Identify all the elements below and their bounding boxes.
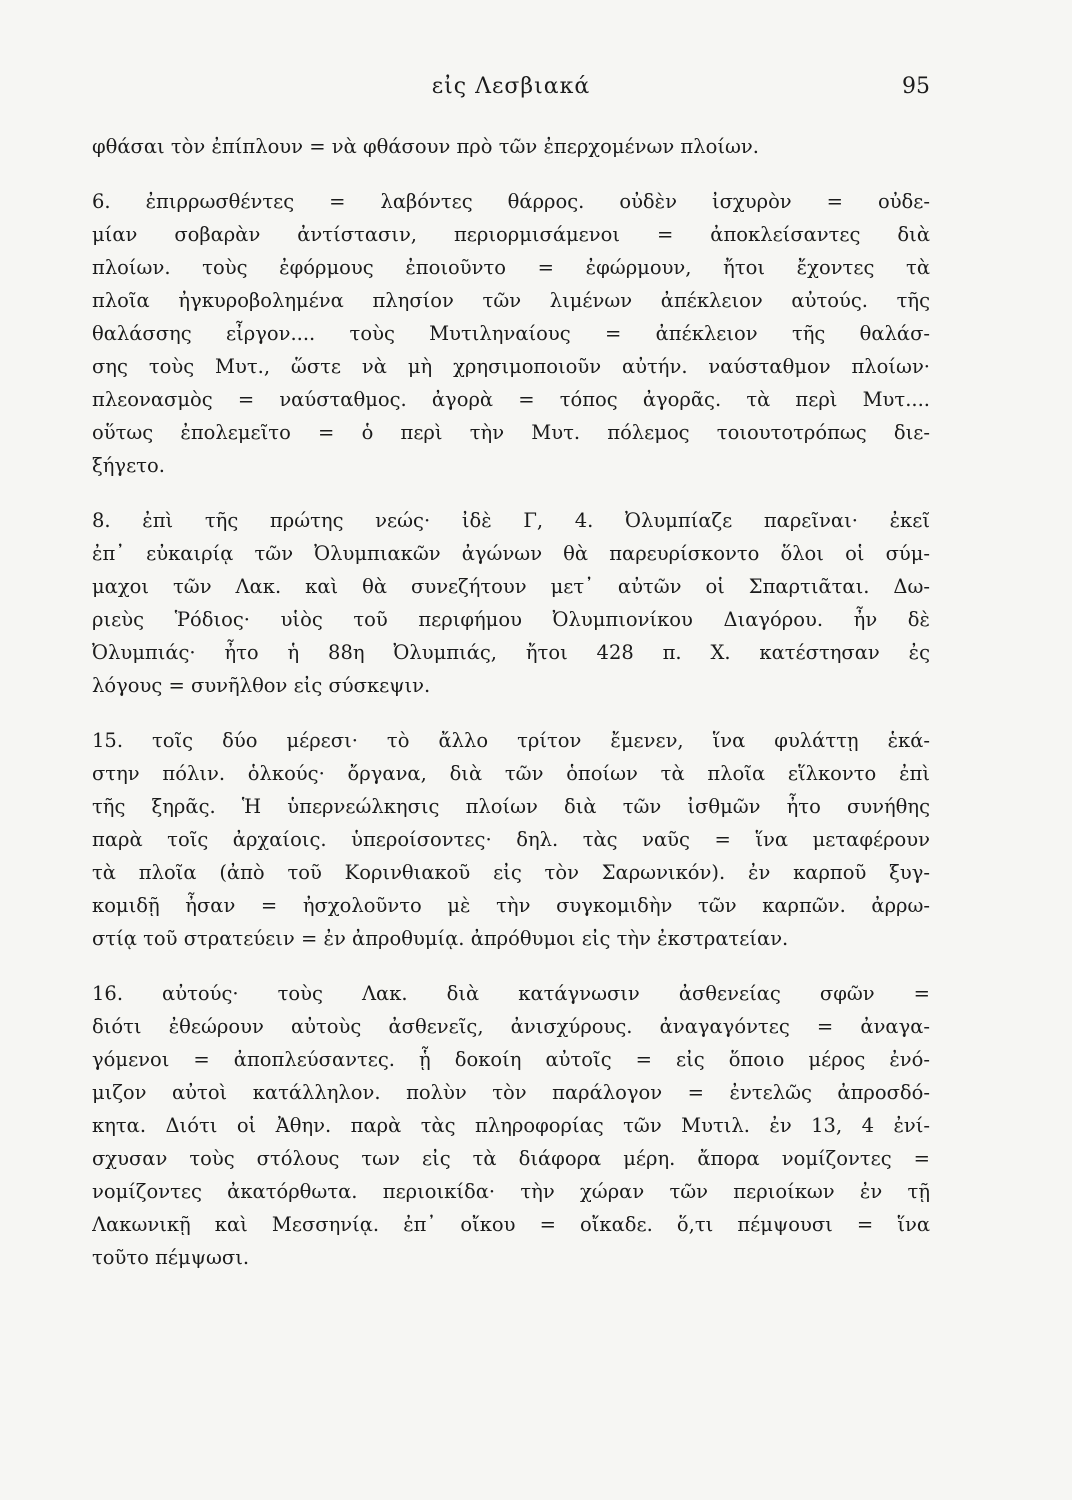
text-line: Λακωνικῇ καὶ Μεσσηνίᾳ. ἐπ᾿ οἴκου = οἴκαδε. ὅ,τι πέμψουσι = ἵνα xyxy=(92,1213,930,1236)
text-line: θαλάσσης εἶργον.... τοὺς Μυτιληναίους = ἀπέκλειον τῆς θαλάσ- xyxy=(92,322,930,345)
text-line: τὰ πλοῖα (ἀπὸ τοῦ Κορινθιακοῦ εἰς τὸν Σαρωνικόν). ἐν καρποῦ ξυγ- xyxy=(92,861,930,884)
text-line: σης τοὺς Μυτ., ὥστε νὰ μὴ χρησιμοποιοῦν αὐτήν. ναύσταθμον πλοίων· xyxy=(92,355,930,378)
text-line: στίᾳ τοῦ στρατεύειν = ἐν ἀπροθυμίᾳ. ἀπρόθυμοι εἰς τὴν ἐκστρατείαν. xyxy=(92,927,789,950)
text-line: ριεὺς Ῥόδιος· υἱὸς τοῦ περιφήμου Ὀλυμπιονίκου Διαγόρου. ἦν δὲ xyxy=(92,608,930,631)
text-line: ξήγετο. xyxy=(92,454,165,477)
commentary-text xyxy=(92,130,930,1296)
text-line: πλοίων. τοὺς ἐφόρμους ἐποιοῦντο = ἐφώρμουν, ἤτοι ἔχοντες τὰ xyxy=(92,256,930,279)
text-line: στην πόλιν. ὁλκούς· ὄργανα, διὰ τῶν ὁποίων τὰ πλοῖα εἵλκοντο ἐπὶ xyxy=(92,762,930,785)
text-line: τῆς ξηρᾶς. Ἡ ὑπερνεώλκησις πλοίων διὰ τῶν ἰσθμῶν ἦτο συνήθης xyxy=(92,795,930,818)
text-line: νομίζοντες ἀκατόρθωτα. περιοικίδα· τὴν χώραν τῶν περιοίκων ἐν τῇ xyxy=(92,1180,930,1203)
text-line: μαχοι τῶν Λακ. καὶ θὰ συνεζήτουν μετ᾿ αὐτῶν οἱ Σπαρτιᾶται. Δω- xyxy=(92,575,930,598)
text-line: μίαν σοβαρὰν ἀντίστασιν, περιορμισάμενοι = ἀποκλείσαντες διὰ xyxy=(92,223,930,246)
note-intro xyxy=(92,130,930,163)
text-line: 8. ἐπὶ τῆς πρώτης νεώς· ἰδὲ Γ, 4. Ὀλυμπίαζε παρεῖναι· ἐκεῖ xyxy=(92,509,930,532)
note-16 xyxy=(92,977,930,1274)
text-line: διότι ἐθεώρουν αὐτοὺς ἀσθενεῖς, ἀνισχύρους. ἀναγαγόντες = ἀναγα- xyxy=(92,1015,930,1038)
note-8 xyxy=(92,504,930,702)
text-line: φθάσαι τὸν ἐπίπλουν = νὰ φθάσουν πρὸ τῶν ἐπερχομένων πλοίων. xyxy=(92,135,759,158)
running-title: εἰς Λεσβιακά xyxy=(431,74,591,99)
text-line: οὕτως ἐπολεμεῖτο = ὁ περὶ τὴν Μυτ. πόλεμος τοιουτοτρόπως διε- xyxy=(92,421,930,444)
text-line: σχυσαν τοὺς στόλους των εἰς τὰ διάφορα μέρη. ἄπορα νομίζοντες = xyxy=(92,1147,930,1170)
page-header xyxy=(92,74,930,104)
text-line: Ὀλυμπιάς· ἦτο ἡ 88η Ὀλυμπιάς, ἤτοι 428 π. Χ. κατέστησαν ἐς xyxy=(92,641,930,664)
text-line: κομιδῇ ἦσαν = ἠσχολοῦντο μὲ τὴν συγκομιδὴν τῶν καρπῶν. ἀρρω- xyxy=(92,894,930,917)
text-line: 16. αὐτούς· τοὺς Λακ. διὰ κατάγνωσιν ἀσθενείας σφῶν = xyxy=(92,982,930,1005)
note-6 xyxy=(92,185,930,482)
note-15 xyxy=(92,724,930,955)
text-line: ἐπ᾿ εὐκαιρίᾳ τῶν Ὀλυμπιακῶν ἀγώνων θὰ παρευρίσκοντο ὅλοι οἱ σύμ- xyxy=(92,542,930,565)
text-line: πλοῖα ἠγκυροβολημένα πλησίον τῶν λιμένων ἀπέκλειον αὐτούς. τῆς xyxy=(92,289,930,312)
page-number: 95 xyxy=(902,74,930,99)
text-line: παρὰ τοῖς ἀρχαίοις. ὑπερoίσοντες· δηλ. τὰς ναῦς = ἵνα μεταφέρουν xyxy=(92,828,930,851)
text-line: 6. ἐπιρρωσθέντες = λαβόντες θάρρος. οὐδὲν ἰσχυρὸν = οὐδε- xyxy=(92,190,930,213)
text-line: κητα. Διότι οἱ Ἀθην. παρὰ τὰς πληροφορίας τῶν Μυτιλ. ἐν 13, 4 ἐνί- xyxy=(92,1114,930,1137)
text-line: μιζον αὐτοὶ κατάλληλον. πολὺν τὸν παράλογον = ἐντελῶς ἀπροσδό- xyxy=(92,1081,930,1104)
text-line: πλεονασμὸς = ναύσταθμος. ἀγορὰ = τόπος ἀγορᾶς. τὰ περὶ Μυτ.... xyxy=(92,388,930,411)
text-line: τοῦτο πέμψωσι. xyxy=(92,1246,250,1269)
text-line: 15. τοῖς δύο μέρεσι· τὸ ἄλλο τρίτον ἔμενεν, ἵνα φυλάττῃ ἑκά- xyxy=(92,729,930,752)
text-line: γόμενοι = ἀποπλεύσαντες. ᾗ δοκοίη αὐτοῖς = εἰς ὅποιο μέρος ἐνό- xyxy=(92,1048,930,1071)
text-line: λόγους = συνῆλθον εἰς σύσκεψιν. xyxy=(92,674,431,697)
